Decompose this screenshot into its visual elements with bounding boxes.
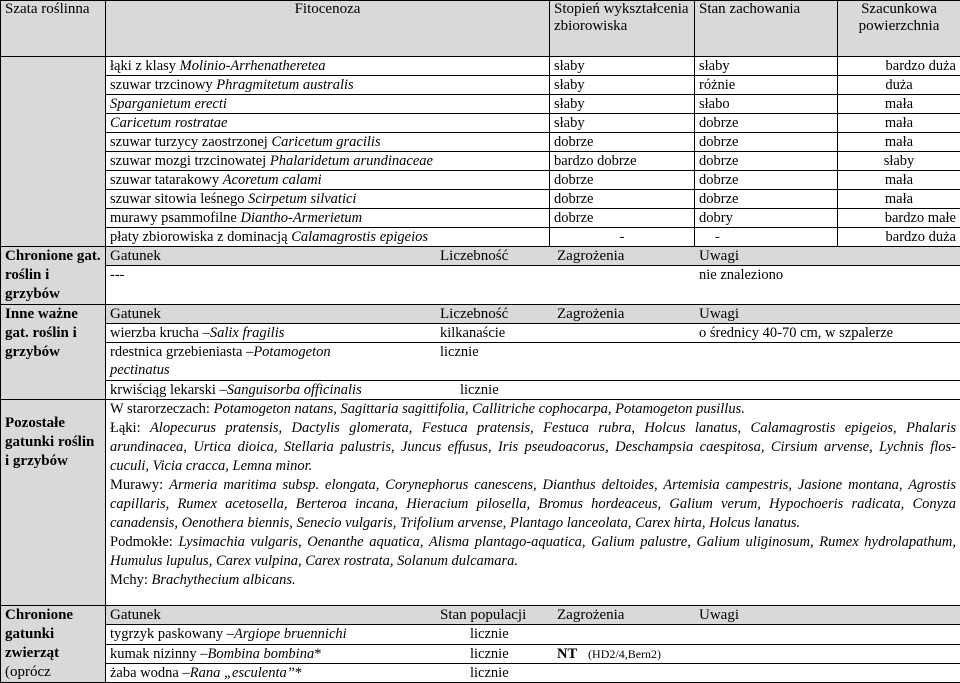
side-zwierzeta-extra: (oprócz [5, 664, 51, 680]
row-uwagi: nie znaleziono [699, 267, 784, 284]
phyto-name: szuwar turzycy zaostrzonej Caricetum gracilis [106, 133, 550, 152]
row-gatunek: krwiściąg lekarski –Sanguisorba officinalis [110, 382, 362, 398]
col-gatunek: Gatunek [110, 607, 161, 623]
phyto-area: duża [838, 76, 960, 95]
pozostale-species [106, 400, 960, 606]
zwierzeta-row [106, 625, 960, 644]
inne-wazne-row [106, 343, 960, 381]
row-zagrozenia: NT (HD2/4,Bern2) [557, 645, 662, 662]
row-gatunek: żaba wodna –Rana „esculenta”* [110, 664, 303, 681]
zwierzeta-row [106, 644, 960, 663]
col-zagrozenia: Zagrożenia [557, 607, 625, 623]
header-szata-label: Szata roślinna [5, 1, 90, 17]
phyto-degree: - [550, 228, 695, 247]
side-chronione-rosliny: Chronione gat. roślin i grzybów [1, 247, 106, 305]
col-uwagi: Uwagi [699, 306, 739, 322]
pozostale-mchy: Mchy: Brachythecium albicans. [110, 572, 296, 588]
phyto-name: Caricetum rostratae [106, 114, 550, 133]
row-gatunek: wierzba krucha –Salix fragilis [110, 325, 285, 341]
pozostale-laki: Łąki: Alopecurus pratensis, Dactylis glomerata, Festuca pratensis, Festuca rubra, Holcus lanatus, Calamagrostis epigeios, Phalaris arundinacea, Urtica dioica, Stellaria palustris, Juncus effusus, Iris pseudoacorus, Deschampsia caespitosa, Cirsium arvense, Lychnis flos-cuculi, Vicia cracca, Lemna minor. [110, 420, 956, 474]
row-stan: licznie [470, 645, 509, 662]
phyto-name: płaty zbiorowiska z dominacją Calamagrostis epigeios [106, 228, 550, 247]
header-stopien-label: Stopień wykształcenia zbiorowiska [554, 1, 689, 34]
col-zagrozenia: Zagrożenia [557, 248, 625, 264]
chronione-rosliny-header [106, 247, 960, 266]
row-liczebnosc: kilkanaście [440, 325, 506, 341]
phyto-name: murawy psammofilne Diantho-Armerietum [106, 209, 550, 228]
phyto-state: słabo [695, 95, 838, 114]
header-fitocenoza-label: Fitocenoza [294, 1, 361, 17]
chronione-rosliny-row [106, 266, 960, 305]
header-stan-label: Stan zachowania [699, 1, 801, 17]
phyto-name: szuwar trzcinowy Phragmitetum australis [106, 76, 550, 95]
phyto-name: Sparganietum erecti [106, 95, 550, 114]
inne-wazne-header [106, 305, 960, 324]
phyto-state: dobry [695, 209, 838, 228]
row-gatunek: kumak nizinny –Bombina bombina* [110, 645, 322, 662]
col-gatunek: Gatunek [110, 248, 161, 264]
phyto-degree: dobrze [550, 171, 695, 190]
side-pozostale: Pozostałe gatunki roślin i grzybów [1, 400, 106, 606]
col-liczebnosc: Liczebność [440, 306, 509, 322]
pozostale-podmokle: Podmokłe: Lysimachia vulgaris, Oenanthe aquatica, Alisma plantago-aquatica, Galium palustre, Galium uliginosum, Rumex hydrolapathum, Humulus lupulus, Carex vulpina, Carex rostrata, Solanum dulcamara. [110, 534, 956, 569]
col-gatunek: Gatunek [110, 306, 161, 322]
phyto-name: szuwar mozgi trzcinowatej Phalaridetum arundinaceae [106, 152, 550, 171]
pozostale-starorzecza: W starorzeczach: Potamogeton natans, Sagittaria sagittifolia, Callitriche cophocarpa, Potamogeton pusillus. [110, 401, 745, 417]
row-gatunek: rdestnica grzebieniasta –Potamogeton pectinatus [110, 344, 331, 378]
phyto-degree: słaby [550, 114, 695, 133]
phyto-state: dobrze [695, 171, 838, 190]
header-szata [1, 1, 106, 57]
phyto-name: szuwar tatarakowy Acoretum calami [106, 171, 550, 190]
col-uwagi: Uwagi [699, 607, 739, 623]
phyto-area: mała [838, 171, 960, 190]
row-liczebnosc: licznie [440, 344, 479, 360]
phyto-area: mała [838, 95, 960, 114]
header-stan [695, 1, 838, 57]
side-inne-wazne: Inne ważne gat. roślin i grzybów [1, 305, 106, 400]
inne-wazne-row [106, 324, 960, 343]
header-powierzchnia [838, 1, 960, 57]
phyto-state: dobrze [695, 133, 838, 152]
phyto-state: dobrze [695, 190, 838, 209]
phyto-state: różnie [695, 76, 838, 95]
phyto-degree: dobrze [550, 190, 695, 209]
col-stan-populacji: Stan populacji [440, 607, 527, 623]
phyto-degree: dobrze [550, 133, 695, 152]
phyto-area: bardzo duża [838, 228, 960, 247]
phyto-state: słaby [695, 57, 838, 76]
phyto-area: mała [838, 133, 960, 152]
col-uwagi: Uwagi [699, 248, 739, 264]
col-zagrozenia: Zagrożenia [557, 306, 625, 322]
zwierzeta-row [106, 663, 960, 682]
header-fitocenoza [106, 1, 550, 57]
phyto-area: bardzo duża [838, 57, 960, 76]
phyto-degree: słaby [550, 95, 695, 114]
phyto-state: dobrze [695, 114, 838, 133]
col-liczebnosc: Liczebność [440, 248, 509, 264]
row-stan: licznie [470, 664, 509, 681]
phyto-degree: bardzo dobrze [550, 152, 695, 171]
pozostale-murawy: Murawy: Armeria maritima subsp. elongata, Corynephorus canescens, Dianthus deltoides, Artemisia campestris, Jasione montana, Agrostis capillaris, Rumex acetosella, Berteroa incana, Hieracium pilosella, Bromus hordeaceus, Galium verum, Hypochoeris radicata, Conyza canadensis, Oenothera biennis, Senecio vulgaris, Trifolium arvense, Plantago lanceolata, Carex hirta, Holcus lanatus. [110, 477, 956, 531]
header-stopien [550, 1, 695, 57]
phyto-name: szuwar sitowia leśnego Scirpetum silvatici [106, 190, 550, 209]
phyto-area: słaby [838, 152, 960, 171]
phyto-degree: dobrze [550, 209, 695, 228]
zwierzeta-header [106, 606, 960, 625]
phyto-degree: słaby [550, 57, 695, 76]
row-gatunek: --- [110, 267, 125, 284]
header-powierzchnia-label: Szacunkowa powierzchnia [858, 1, 940, 34]
phyto-area: mała [838, 114, 960, 133]
row-liczebnosc: licznie [460, 382, 499, 398]
phyto-area: mała [838, 190, 960, 209]
side-zwierzeta: Chronione gatunki zwierząt (oprócz [1, 606, 106, 683]
phyto-state: dobrze [695, 152, 838, 171]
row-uwagi: o średnicy 40-70 cm, w szpalerze [699, 325, 894, 341]
phyto-name: łąki z klasy Molinio-Arrhenatheretea [106, 57, 550, 76]
phyto-state: - [695, 228, 838, 247]
inne-wazne-row [106, 381, 960, 400]
side-szata [1, 57, 106, 247]
row-stan: licznie [470, 626, 509, 643]
row-gatunek: tygrzyk paskowany –Argiope bruennichi [110, 626, 347, 643]
phyto-area: bardzo małe [838, 209, 960, 228]
phyto-degree: słaby [550, 76, 695, 95]
